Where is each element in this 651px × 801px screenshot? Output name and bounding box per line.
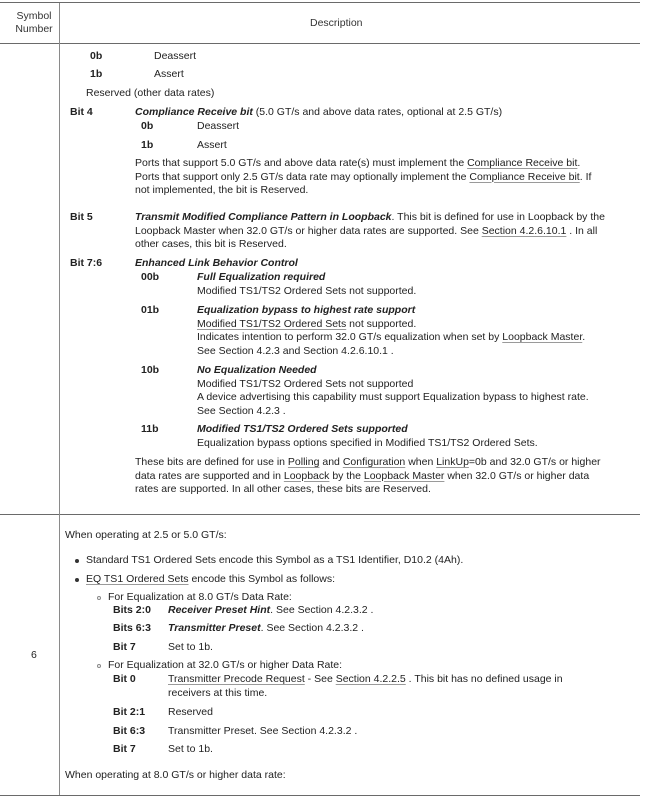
opt-11b-line1: Equalization bypass options specified in Modified TS1/TS2 Ordered Sets.	[197, 437, 538, 449]
row2-outro: When operating at 8.0 GT/s or higher data rate:	[65, 769, 286, 781]
compliance-receive-bit-link[interactable]: Compliance Receive bit	[467, 157, 578, 169]
sub2-bit-desc: Transmitter Preset. See Section 4.2.3.2 .	[168, 725, 358, 737]
transmitter-precode-request-link[interactable]: Transmitter Precode Request	[168, 673, 305, 685]
polling-link[interactable]: Polling	[287, 456, 320, 468]
bullet1-text: Standard TS1 Ordered Sets encode this Symbol as a TS1 Identifier, D10.2 (4Ah).	[86, 554, 464, 566]
modified-ts-ordered-sets-link[interactable]: Modified TS1/TS2 Ordered Sets	[197, 318, 347, 330]
value-code-1b: 1b	[90, 68, 103, 80]
sub1-bit-label: Bits 2:0	[113, 604, 151, 616]
bit4-label-deassert: Deassert	[197, 120, 240, 132]
sub2-bit-label: Bit 6:3	[113, 725, 146, 737]
eq-ts1-ordered-sets-link[interactable]: EQ TS1 Ordered Sets	[86, 573, 189, 585]
sub1-bit-desc: Receiver Preset Hint. See Section 4.2.3.2 .	[168, 604, 374, 616]
bit4-code-1b: 1b	[141, 139, 154, 151]
sub1-bit-desc: Transmitter Preset. See Section 4.2.3.2 .	[168, 622, 364, 634]
configuration-link[interactable]: Configuration	[342, 456, 406, 468]
table-bottom-rule	[0, 795, 640, 796]
bit4-title: Compliance Receive bit (5.0 GT/s and above data rates, optional at 2.5 GT/s)	[135, 106, 503, 118]
header-description: Description	[310, 17, 363, 29]
column-divider	[59, 3, 60, 795]
opt-10b-title: No Equalization Needed	[197, 364, 317, 376]
sub2-bit-desc: Set to 1b.	[168, 743, 213, 755]
bit4-code-0b: 0b	[141, 120, 154, 132]
section-4-2-2-5-link[interactable]: Section 4.2.2.5	[335, 673, 406, 685]
sub-bullet-dot	[97, 664, 101, 668]
sub2-title: For Equalization at 32.0 GT/s or higher Data Rate:	[108, 659, 343, 671]
sub1-bit-label: Bits 6:3	[113, 622, 151, 634]
opt-11b-code: 11b	[141, 423, 159, 435]
sub2-bit0-desc: Transmitter Precode Request - See Section 4.2.2.5 . This bit has no defined usage in receivers at this time.	[168, 673, 563, 699]
opt-01b-line1: Modified TS1/TS2 Ordered Sets not supported.	[197, 318, 417, 330]
linkup-link[interactable]: LinkUp	[436, 456, 469, 468]
sub2-bit0-label: Bit 0	[113, 673, 136, 685]
opt-01b-line2: Indicates intention to perform 32.0 GT/s equalization when set by Loopback Master. See Section 4.2.3 and Section 4.2.6.10.1 .	[197, 331, 586, 357]
bit76-title: Enhanced Link Behavior Control	[135, 257, 298, 269]
sub1-bit-label: Bit 7	[113, 641, 136, 653]
value-label-assert: Assert	[154, 68, 184, 80]
header-rule	[0, 43, 640, 44]
row-divider	[0, 514, 640, 515]
header-symbol-number: Symbol Number	[15, 10, 53, 35]
row2-intro: When operating at 2.5 or 5.0 GT/s:	[65, 529, 227, 541]
bit76-label: Bit 7:6	[70, 257, 103, 269]
table-top-rule	[0, 2, 640, 3]
bit4-label-assert: Assert	[197, 139, 227, 151]
value-label-deassert: Deassert	[154, 50, 197, 62]
symbol-number-6: 6	[31, 649, 37, 661]
opt-00b-code: 00b	[141, 271, 160, 283]
opt-10b-line2: A device advertising this capability must support Equalization bypass to highest rate. See Section 4.2.3 .	[197, 391, 589, 417]
opt-11b-title: Modified TS1/TS2 Ordered Sets supported	[197, 423, 408, 435]
bullet-dot	[75, 578, 79, 582]
section-4-2-6-10-1-link[interactable]: Section 4.2.6.10.1	[481, 224, 567, 237]
bit4-label: Bit 4	[70, 106, 93, 118]
opt-00b-title: Full Equalization required	[197, 271, 326, 283]
sub2-bit-desc: Reserved	[168, 706, 213, 718]
loopback-master-link[interactable]: Loopback Master	[502, 331, 583, 343]
sub2-bit-label: Bit 7	[113, 743, 136, 755]
opt-10b-line1: Modified TS1/TS2 Ordered Sets not supported	[197, 378, 414, 390]
bit76-paragraph: These bits are defined for use in Polling and Configuration when LinkUp=0b and 32.0 GT/s or higher data rates are supported and in Loopback by the Loopback Master when 32.0 GT/s or higher data rates are supported. In all other cases, these bits are Reserved.	[135, 456, 601, 495]
sub-bullet-dot	[97, 596, 101, 600]
loopback-link[interactable]: Loopback	[283, 469, 330, 482]
bit5-paragraph: Transmit Modified Compliance Pattern in Loopback. This bit is defined for use in Loopback by the Loopback Master when 32.0 GT/s or higher data rates are supported. See Section 4.2.6.10.1 . In all other cases, this bit is Reserved.	[135, 211, 605, 250]
value-code-0b: 0b	[90, 50, 103, 62]
sub1-title: For Equalization at 8.0 GT/s Data Rate:	[108, 591, 292, 603]
sub1-bit-desc: Set to 1b.	[168, 641, 213, 653]
opt-01b-code: 01b	[141, 304, 160, 316]
opt-10b-code: 10b	[141, 364, 160, 376]
bullet-dot	[75, 559, 79, 563]
sub2-bit-label: Bit 2:1	[113, 706, 146, 718]
bullet2-text: EQ TS1 Ordered Sets encode this Symbol as follows:	[86, 573, 336, 585]
compliance-receive-bit-link-2[interactable]: Compliance Receive bit	[469, 170, 580, 183]
opt-00b-line: Modified TS1/TS2 Ordered Sets not supported.	[197, 285, 417, 297]
reserved-text: Reserved (other data rates)	[86, 87, 215, 99]
bit5-label: Bit 5	[70, 211, 93, 223]
loopback-master-link-2[interactable]: Loopback Master	[363, 469, 445, 482]
bit4-paragraph: Ports that support 5.0 GT/s and above data rate(s) must implement the Compliance Receive bit. Ports that support only 2.5 GT/s data rate may optionally implement the Compliance Receive bit. If not implemented, the bit is Reserved.	[135, 157, 592, 196]
opt-01b-title: Equalization bypass to highest rate support	[197, 304, 416, 316]
